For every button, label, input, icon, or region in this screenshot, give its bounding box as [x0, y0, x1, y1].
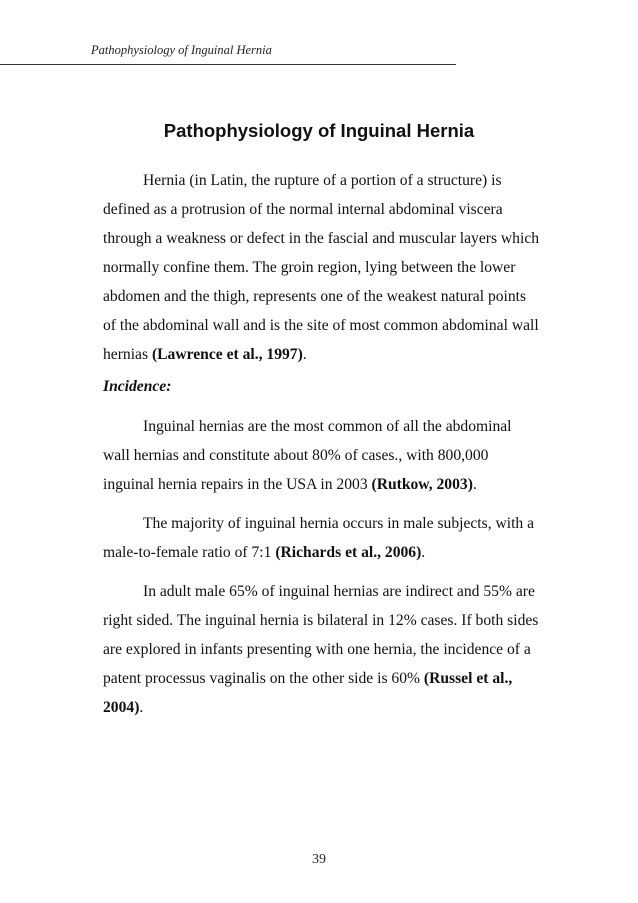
text-line: right sided. The inguinal hernia is bilateral in 12% cases. If both sides: [103, 612, 539, 629]
citation: (Lawrence et al., 1997): [151, 346, 303, 363]
text-line: [103, 470, 563, 499]
text-line: [103, 538, 563, 567]
text-line: [103, 340, 563, 369]
text-fragment: hernias: [103, 346, 152, 363]
running-header: Pathophysiology of Inguinal Hernia: [91, 43, 272, 57]
citation: (Rutkow, 2003): [371, 476, 473, 493]
text-fragment: patent processus vaginalis on the other side is 60%: [103, 670, 424, 687]
page-number: 39: [312, 852, 326, 867]
text-line: Inguinal hernias are the most common of all the abdominal: [143, 418, 512, 435]
header-rule: [0, 64, 456, 65]
paragraph-definition: [103, 166, 563, 369]
text-line: defined as a protrusion of the normal internal abdominal viscera: [103, 201, 503, 218]
text-line: of the abdominal wall and is the site of most common abdominal wall: [103, 317, 539, 334]
text-line: The majority of inguinal hernia occurs in male subjects, with a: [143, 515, 535, 532]
text-fragment: inguinal hernia repairs in the USA in 2003: [103, 476, 372, 493]
text-line: [103, 693, 563, 722]
text-line: Hernia (in Latin, the rupture of a portion of a structure) is: [143, 172, 502, 189]
punctuation: .: [139, 699, 144, 716]
text-line: normally confine them. The groin region, lying between the lower: [103, 259, 516, 276]
punctuation: .: [302, 346, 307, 363]
text-line: wall hernias and constitute about 80% of cases., with 800,000: [103, 447, 489, 464]
paragraph-incidence: [103, 412, 563, 499]
section-heading-incidence: Incidence:: [103, 378, 172, 395]
text-line: In adult male 65% of inguinal hernias are indirect and 55% are: [143, 583, 535, 600]
punctuation: .: [421, 544, 426, 561]
paragraph-sex-ratio: [103, 509, 563, 567]
punctuation: .: [472, 476, 477, 493]
citation: (Russel et al.,: [423, 670, 513, 687]
text-line: [103, 664, 563, 693]
citation: 2004): [103, 699, 140, 716]
text-line: through a weakness or defect in the fascial and muscular layers which: [103, 230, 540, 247]
paragraph-adult-male: [103, 577, 563, 722]
text-fragment: male-to-female ratio of 7:1: [103, 544, 276, 561]
text-line: are explored in infants presenting with one hernia, the incidence of a: [103, 641, 531, 658]
text-line: abdomen and the thigh, represents one of the weakest natural points: [103, 288, 527, 305]
page-title: Pathophysiology of Inguinal Hernia: [163, 120, 475, 141]
citation: (Richards et al., 2006): [275, 544, 422, 561]
